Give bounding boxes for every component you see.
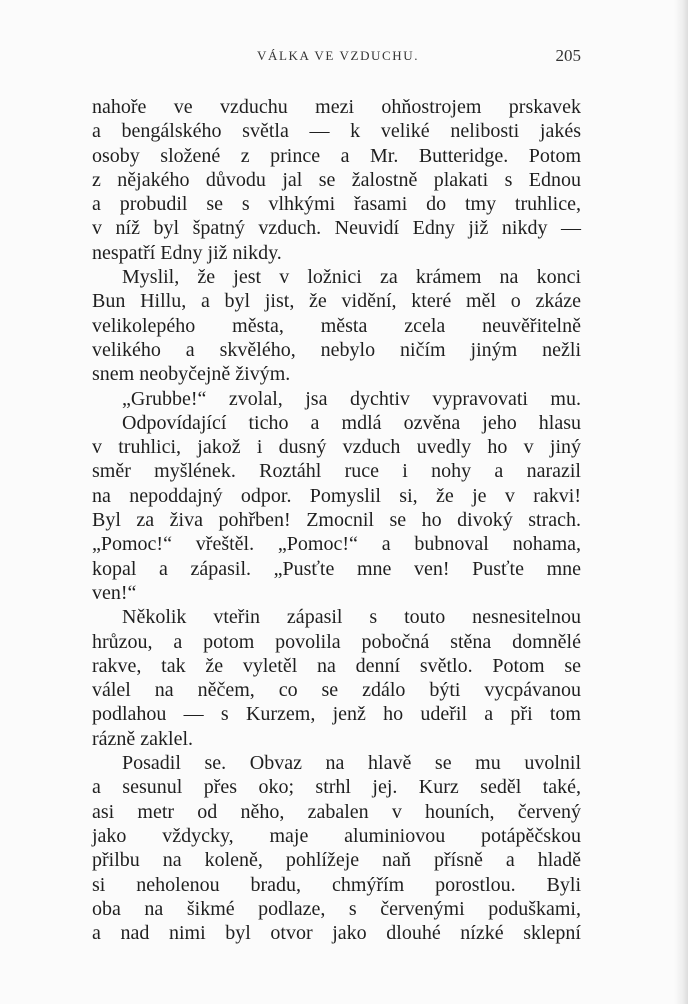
text-line: na nepoddajný odpor. Pomyslil si, že je v rakvi! [92, 484, 581, 507]
text-line: válel na něčem, co se zdálo býti vycpávanou [92, 679, 581, 702]
text-line: v níž byl špatný vzduch. Neuvidí Edny již nikdy — [92, 217, 581, 240]
text-line: Bun Hillu, a byl jist, že vidění, které měl o zkáze [92, 290, 581, 313]
text-line: přilbu na koleně, pohlížeje naň přísně a hladě [92, 849, 581, 872]
text-line: „Pomoc!“ vřeštěl. „Pomoc!“ a bubnoval nohama, [92, 533, 581, 556]
text-line: směr myšlének. Roztáhl ruce i nohy a narazil [92, 460, 581, 483]
text-line: kopal a zápasil. „Pusťte mne ven! Pusťte mne [92, 557, 581, 580]
paragraph-start-line: Posadil se. Obvaz na hlavě se mu uvolnil [122, 752, 581, 775]
page-edge-shadow [674, 0, 688, 1004]
text-line: a bengálského světla — k veliké nelibosti jakés [92, 120, 581, 143]
text-line: z nějakého důvodu jal se žalostně plakati s Ednou [92, 168, 581, 191]
text-line: a nad nimi byl otvor jako dlouhé nízké sklepní [92, 922, 581, 945]
text-line: snem neobyčejně živým. [92, 363, 291, 386]
text-line: ven!“ [92, 581, 137, 604]
text-line: nahoře ve vzduchu mezi ohňostrojem prskavek [92, 96, 581, 118]
paragraph-start-line: „Grubbe!“ zvolal, jsa dychtiv vypravovati mu. [122, 387, 581, 410]
text-line: v truhlici, jakož i dusný vzduch uvedly ho v jiný [92, 436, 581, 459]
text-line: velikého a skvělého, nebylo ničím jiným nežli [92, 338, 581, 361]
text-line: osoby složené z prince a Mr. Butteridge. Potom [92, 144, 581, 167]
text-line: podlahou — s Kurzem, jenž ho udeřil a při tom [92, 703, 581, 726]
text-line: nespatří Edny již nikdy. [92, 241, 282, 264]
page-number: 205 [555, 46, 581, 65]
text-line: si neholenou bradu, chmýřím porostlou. Byli [92, 873, 581, 896]
paragraph-start-line: Odpovídající ticho a mdlá ozvěna jeho hlasu [122, 411, 581, 434]
text-line: rakve, tak že vyletěl na denní světlo. Potom se [92, 654, 581, 677]
text-line: a probudil se s vlhkými řasami do tmy truhlice, [92, 193, 581, 216]
text-line: Byl za živa pohřben! Zmocnil se ho divoký strach. [92, 509, 581, 532]
text-line: jako vždycky, maje aluminiovou potápěčskou [92, 824, 581, 847]
page-header [92, 46, 581, 70]
paragraph-start-line: Myslil, že jest v ložnici za krámem na konci [122, 266, 581, 289]
paragraph-start-line: Několik vteřin zápasil s touto nesnesitelnou [122, 606, 581, 629]
running-title: VÁLKA VE VZDUCHU. [257, 48, 420, 63]
text-line: velikolepého města, města zcela neuvěřitelně [92, 314, 581, 337]
text-line: a sesunul přes oko; strhl jej. Kurz seděl také, [92, 776, 581, 799]
text-line: asi metr od něho, zabalen v houních, červený [92, 800, 581, 823]
text-line: oba na šikmé podlaze, s červenými poduškami, [92, 897, 581, 920]
body-text [92, 95, 581, 945]
text-line: hrůzou, a potom povolila pobočná stěna domnělé [92, 630, 581, 653]
text-line: rázně zaklel. [92, 727, 194, 750]
